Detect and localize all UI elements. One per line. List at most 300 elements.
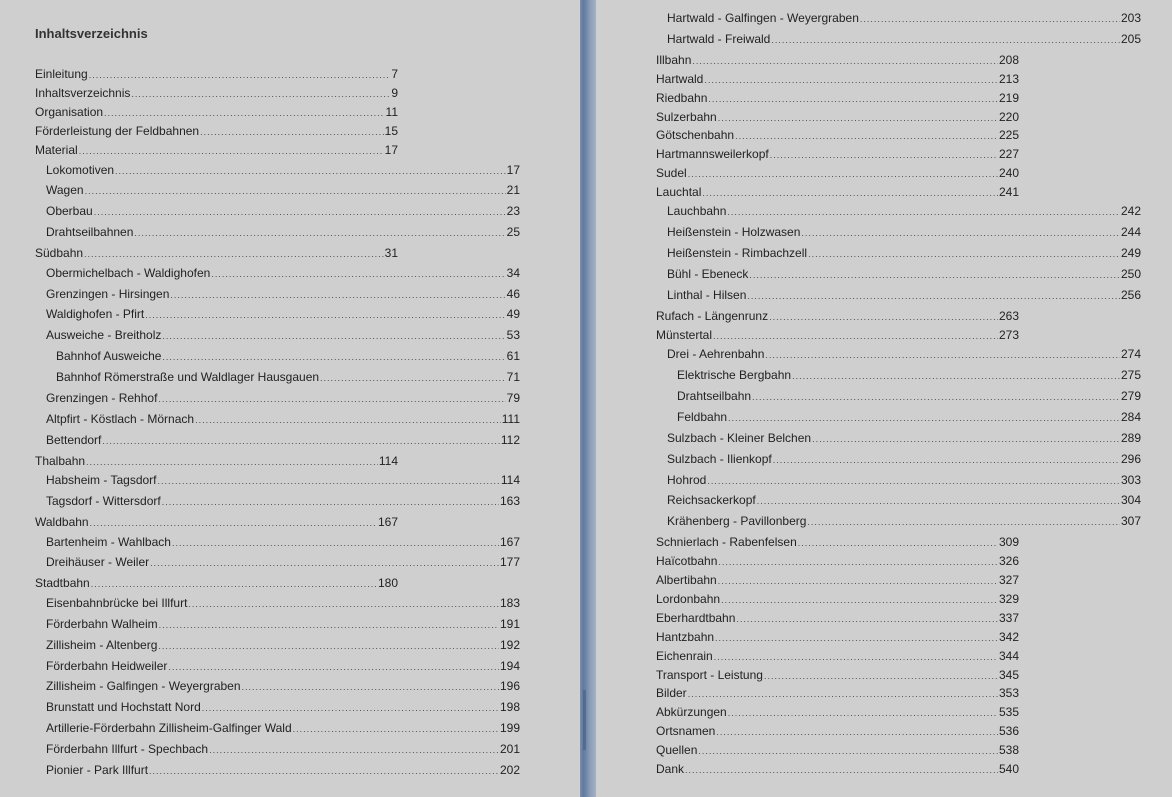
toc-page-number: 329 (998, 591, 1019, 606)
toc-page-number: 536 (998, 724, 1019, 739)
toc-entry-title: Eisenbahnbrücke bei Illfurt (46, 595, 188, 610)
toc-leader-dots (769, 311, 998, 323)
toc-entry[interactable] (656, 649, 1019, 663)
toc-leader-dots (714, 651, 998, 663)
toc-entry-title: Hantzbahn (656, 629, 715, 644)
toc-page-number: 199 (499, 721, 520, 736)
toc-entry-title: Illbahn (656, 52, 692, 67)
toc-page-number: 202 (499, 763, 520, 777)
toc-entry[interactable] (56, 349, 520, 363)
toc-entry[interactable] (46, 596, 520, 610)
toc-entry-title: Waldighofen - Pfirt (46, 307, 145, 322)
toc-entry[interactable] (656, 573, 1019, 587)
toc-entry-title: Drahtseilbahn (677, 388, 752, 403)
scroll-shade (583, 690, 586, 750)
toc-page-number: 191 (499, 616, 520, 631)
toc-entry[interactable] (35, 246, 398, 260)
toc-entry-title: Reichsackerkopf (667, 493, 756, 508)
toc-page-number: 163 (499, 494, 520, 509)
toc-entry[interactable] (677, 368, 1141, 382)
toc-entry[interactable] (677, 389, 1141, 403)
toc-leader-dots (735, 130, 998, 142)
toc-page-number: 284 (1120, 409, 1141, 424)
toc-entry[interactable] (667, 204, 1141, 218)
toc-entry-title: Inhaltsverzeichnis (35, 86, 131, 100)
toc-entry[interactable] (46, 700, 520, 714)
toc-entry[interactable] (656, 110, 1019, 124)
toc-entry[interactable] (46, 638, 520, 652)
toc-entry[interactable] (46, 266, 520, 280)
toc-page-number: 25 (506, 225, 520, 240)
toc-entry[interactable] (46, 412, 520, 426)
toc-leader-dots (812, 433, 1120, 445)
toc-entry[interactable] (35, 576, 398, 590)
toc-leader-dots (149, 765, 499, 777)
toc-entry[interactable] (656, 724, 1019, 738)
toc-page-number: 203 (1120, 11, 1141, 25)
toc-leader-dots (85, 185, 506, 197)
toc-page-number: 249 (1120, 246, 1141, 261)
toc-entry-title: Wagen (46, 183, 84, 198)
toc-page-number: 240 (998, 166, 1019, 181)
toc-leader-dots (749, 269, 1120, 281)
toc-entry[interactable] (656, 611, 1019, 625)
toc-entry-title: Tagsdorf - Wittersdorf (46, 494, 161, 509)
toc-entry[interactable] (656, 554, 1019, 568)
toc-page-number: 71 (506, 370, 520, 385)
toc-leader-dots (718, 112, 998, 124)
toc-entry[interactable] (667, 32, 1141, 46)
toc-page-number: 273 (998, 327, 1019, 342)
toc-entry-title: Münstertal (656, 327, 713, 342)
toc-entry-title: Feldbahn (677, 409, 728, 424)
toc-leader-dots (757, 495, 1120, 507)
toc-entry[interactable] (56, 370, 520, 384)
toc-entry[interactable] (46, 225, 520, 239)
toc-entry[interactable] (46, 535, 520, 549)
toc-leader-dots (91, 578, 377, 590)
toc-entry[interactable] (656, 668, 1019, 682)
toc-leader-dots (162, 351, 505, 363)
toc-entry-title: Obermichelbach - Waldighofen (46, 265, 211, 280)
toc-leader-dots (736, 613, 998, 625)
toc-entry-title: Linthal - Hilsen (667, 288, 747, 302)
toc-leader-dots (158, 475, 500, 487)
toc-entry[interactable] (46, 328, 520, 342)
toc-entry-title: Bühl - Ebeneck (667, 267, 749, 282)
toc-entry[interactable] (656, 762, 1019, 776)
toc-page-number: 538 (998, 743, 1019, 758)
toc-leader-dots (728, 412, 1120, 424)
toc-entry-title: Einleitung (35, 67, 88, 81)
toc-leader-dots (195, 414, 501, 426)
toc-leader-dots (692, 55, 998, 67)
toc-page-number: 23 (506, 204, 520, 219)
toc-entry[interactable] (667, 267, 1141, 281)
toc-entry-title: Zillisheim - Altenberg (46, 637, 158, 652)
toc-leader-dots (134, 227, 505, 239)
toc-leader-dots (242, 681, 499, 693)
toc-entry[interactable] (656, 686, 1019, 700)
toc-page-number: 345 (998, 667, 1019, 682)
toc-entry[interactable] (656, 72, 1019, 86)
toc-page-number: 337 (998, 610, 1019, 625)
toc-leader-dots (158, 393, 505, 405)
toc-leader-dots (707, 475, 1120, 487)
toc-page-number: 535 (998, 705, 1019, 720)
toc-entry-title: Riedbahn (656, 90, 708, 105)
toc-entry-title: Grenzingen - Hirsingen (46, 286, 170, 301)
toc-leader-dots (150, 557, 499, 569)
toc-entry-title: Dreihäuser - Weiler (46, 555, 150, 570)
toc-leader-dots (715, 632, 998, 644)
toc-page-number: 309 (998, 535, 1019, 550)
toc-entry-title: Habsheim - Tagsdorf (46, 473, 157, 488)
toc-entry[interactable] (656, 91, 1019, 105)
toc-leader-dots (747, 290, 1120, 302)
toc-page-number: 167 (377, 515, 398, 529)
toc-entry[interactable] (656, 705, 1019, 719)
toc-leader-dots (685, 764, 998, 776)
toc-leader-dots (704, 74, 998, 86)
toc-page-number: 196 (499, 679, 520, 694)
toc-entry[interactable] (656, 185, 1019, 199)
toc-entry-title: Stadtbahn (35, 576, 90, 591)
toc-entry-title: Dank (656, 762, 685, 776)
toc-entry-title: Bartenheim - Wahlbach (46, 534, 171, 549)
toc-entry[interactable] (46, 494, 520, 508)
toc-entry[interactable] (46, 742, 520, 756)
toc-entry[interactable] (656, 147, 1019, 161)
toc-page-number: 353 (998, 686, 1019, 701)
toc-entry[interactable] (667, 452, 1141, 466)
toc-entry[interactable] (667, 514, 1141, 528)
toc-entry-title: Südbahn (35, 246, 84, 261)
toc-entry-title: Hartwald - Galfingen - Weyergraben (667, 11, 859, 25)
toc-entry[interactable] (656, 592, 1019, 606)
toc-entry[interactable] (35, 86, 398, 100)
toc-entry[interactable] (35, 124, 398, 138)
toc-page-number: 256 (1120, 288, 1141, 302)
toc-leader-dots (293, 723, 499, 735)
toc-leader-dots (211, 268, 505, 280)
toc-entry[interactable] (35, 143, 398, 157)
toc-entry-title: Elektrische Bergbahn (677, 368, 792, 382)
toc-entry-title: Oberbau (46, 204, 93, 219)
toc-entry[interactable] (46, 679, 520, 693)
toc-page-number: 180 (377, 576, 398, 591)
toc-page-number: 49 (506, 307, 520, 322)
toc-entry-title: Drahtseilbahnen (46, 225, 134, 240)
toc-entry-title: Sulzerbahn (656, 109, 717, 124)
toc-entry[interactable] (35, 515, 398, 529)
toc-entry-title: Ausweiche - Breitholz (46, 328, 162, 343)
toc-entry[interactable] (656, 53, 1019, 67)
toc-entry[interactable] (46, 473, 520, 487)
toc-entry[interactable] (656, 166, 1019, 180)
toc-entry-title: Bilder (656, 686, 687, 701)
toc-leader-dots (90, 517, 377, 529)
toc-leader-dots (200, 126, 384, 138)
toc-entry-title: Krähenberg - Pavillonberg (667, 514, 807, 529)
toc-page-number: 9 (391, 86, 398, 100)
toc-entry[interactable] (35, 67, 398, 81)
toc-entry-title: Quellen (656, 743, 698, 758)
toc-leader-dots (721, 594, 998, 606)
toc-leader-dots (102, 435, 499, 447)
toc-entry[interactable] (667, 11, 1141, 25)
toc-leader-dots (84, 248, 384, 260)
toc-page-number: 213 (998, 71, 1019, 86)
toc-title: Inhaltsverzeichnis (35, 26, 148, 41)
toc-entry[interactable] (46, 659, 520, 673)
toc-entry-title: Lokomotiven (46, 162, 115, 177)
toc-leader-dots (752, 391, 1120, 403)
toc-leader-dots (320, 372, 506, 384)
toc-entry[interactable] (46, 721, 520, 735)
toc-leader-dots (808, 248, 1120, 260)
toc-entry[interactable] (46, 287, 520, 301)
toc-entry-title: Transport - Leistung (656, 667, 763, 682)
toc-entry-title: Förderbahn Illfurt - Spechbach (46, 742, 209, 757)
toc-leader-dots (708, 93, 998, 105)
toc-entry-title: Schnierlach - Rabenfelsen (656, 535, 797, 550)
toc-entry-title: Hartwald - Freiwald (667, 31, 771, 46)
toc-entry[interactable] (667, 473, 1141, 487)
toc-entry-title: Brunstatt und Hochstatt Nord (46, 700, 201, 715)
toc-leader-dots (159, 619, 499, 631)
toc-leader-dots (773, 454, 1120, 466)
toc-leader-dots (158, 640, 499, 652)
toc-entry-title: Sudel (656, 166, 687, 181)
toc-entry-title: Hartwald (656, 71, 704, 86)
toc-entry-title: Thalbahn (35, 453, 86, 468)
toc-leader-dots (168, 661, 499, 673)
toc-page-number: 242 (1120, 204, 1141, 219)
toc-leader-dots (688, 168, 998, 180)
toc-entry[interactable] (667, 225, 1141, 239)
toc-entry-title: Material (35, 143, 78, 157)
toc-page-number: 114 (378, 453, 398, 468)
toc-leader-dots (89, 69, 391, 81)
toc-entry[interactable] (677, 410, 1141, 424)
toc-entry[interactable] (656, 128, 1019, 142)
toc-page-number: 244 (1120, 225, 1141, 240)
toc-page-number: 344 (998, 648, 1019, 663)
toc-page-number: 114 (500, 473, 520, 488)
toc-page-number: 225 (998, 128, 1019, 143)
toc-entry-title: Grenzingen - Rehhof (46, 391, 158, 405)
toc-leader-dots (860, 13, 1120, 25)
toc-entry[interactable] (35, 454, 398, 468)
toc-entry-title: Eichenrain (656, 648, 713, 663)
toc-entry[interactable] (46, 307, 520, 321)
toc-entry[interactable] (656, 743, 1019, 757)
toc-entry[interactable] (46, 183, 520, 197)
toc-entry-title: Eberhardtbahn (656, 610, 736, 625)
toc-leader-dots (94, 206, 506, 218)
toc-leader-dots (718, 575, 998, 587)
toc-entry-title: Sulzbach - Kleiner Belchen (667, 430, 812, 445)
toc-page-number: 198 (499, 700, 520, 715)
toc-page-number: 7 (391, 67, 398, 81)
toc-entry-title: Heißenstein - Rimbachzell (667, 246, 808, 261)
toc-page-number: 177 (499, 555, 520, 570)
toc-entry-title: Organisation (35, 105, 104, 119)
toc-page-number: 192 (499, 637, 520, 652)
toc-page-number: 274 (1120, 347, 1141, 362)
toc-page-number: 219 (998, 90, 1019, 105)
toc-leader-dots (698, 745, 998, 757)
toc-page-number: 304 (1120, 493, 1141, 508)
toc-leader-dots (145, 309, 505, 321)
toc-page-number: 279 (1120, 388, 1141, 403)
toc-leader-dots (792, 370, 1120, 382)
toc-page-number: 289 (1120, 430, 1141, 445)
toc-entry-title: Lordonbahn (656, 591, 721, 606)
toc-leader-dots (209, 744, 499, 756)
toc-entry[interactable] (667, 431, 1141, 445)
toc-entry-title: Haïcotbahn (656, 554, 718, 569)
toc-entry-title: Ortsnamen (656, 724, 716, 739)
toc-leader-dots (162, 330, 505, 342)
toc-entry[interactable] (46, 163, 520, 177)
toc-page-number: 11 (385, 105, 398, 119)
toc-entry-title: Rufach - Längenrunz (656, 308, 769, 323)
toc-leader-dots (79, 145, 384, 157)
toc-entry[interactable] (656, 328, 1019, 342)
toc-page-number: 205 (1120, 31, 1141, 46)
toc-leader-dots (104, 107, 384, 119)
toc-entry-title: Waldbahn (35, 515, 89, 529)
toc-entry-title: Förderbahn Heidweiler (46, 658, 168, 673)
toc-leader-dots (688, 688, 998, 700)
toc-leader-dots (131, 88, 390, 100)
page-divider (580, 0, 596, 797)
toc-entry-title: Bahnhof Römerstraße und Waldlager Hausgauen (56, 370, 320, 385)
toc-page-number: 79 (506, 391, 520, 405)
toc-entry-title: Bettendorf (46, 432, 102, 447)
toc-leader-dots (202, 702, 499, 714)
toc-page-number: 327 (998, 573, 1019, 587)
toc-entry[interactable] (46, 555, 520, 569)
toc-page-number: 112 (500, 432, 520, 447)
toc-page-number: 201 (499, 742, 520, 757)
toc-entry-title: Götschenbahn (656, 128, 735, 143)
toc-leader-dots (170, 289, 505, 301)
toc-entry[interactable] (656, 309, 1019, 323)
toc-entry-title: Heißenstein - Holzwasen (667, 225, 801, 240)
toc-page-number: 263 (998, 308, 1019, 323)
toc-page-number: 46 (506, 286, 520, 301)
toc-page-number: 167 (499, 534, 520, 549)
toc-page-number: 208 (998, 52, 1019, 67)
toc-entry[interactable] (46, 204, 520, 218)
toc-entry-title: Sulzbach - Ilienkopf (667, 451, 772, 466)
toc-leader-dots (115, 165, 506, 177)
toc-leader-dots (727, 206, 1120, 218)
toc-entry-title: Artillerie-Förderbahn Zillisheim-Galfinger Wald (46, 721, 292, 736)
toc-page-number: 183 (499, 595, 520, 610)
toc-entry-title: Hohrod (667, 472, 707, 487)
toc-leader-dots (801, 227, 1120, 239)
toc-page-number: 17 (506, 162, 520, 177)
toc-entry[interactable] (667, 493, 1141, 507)
toc-page-number: 250 (1120, 267, 1141, 282)
toc-leader-dots (771, 34, 1120, 46)
toc-leader-dots (764, 670, 998, 682)
toc-page-number: 227 (998, 147, 1019, 162)
toc-entry-title: Pionier - Park Illfurt (46, 763, 149, 777)
left-page (0, 0, 580, 797)
toc-leader-dots (172, 537, 499, 549)
toc-page-number: 342 (998, 629, 1019, 644)
toc-leader-dots (188, 598, 499, 610)
toc-leader-dots (798, 537, 998, 549)
toc-page-number: 194 (499, 658, 520, 673)
toc-page-number: 540 (998, 762, 1019, 776)
toc-page-number: 17 (384, 143, 398, 157)
toc-entry[interactable] (46, 617, 520, 631)
toc-leader-dots (713, 330, 998, 342)
toc-entry-title: Drei - Aehrenbahn (667, 347, 765, 362)
toc-leader-dots (162, 496, 499, 508)
toc-entry-title: Förderleistung der Feldbahnen (35, 124, 200, 138)
toc-entry[interactable] (656, 630, 1019, 644)
toc-page-number: 21 (506, 183, 520, 198)
toc-page-number: 303 (1120, 472, 1141, 487)
toc-entry-title: Abkürzungen (656, 705, 727, 720)
toc-entry-title: Bahnhof Ausweiche (56, 349, 162, 364)
toc-page-number: 15 (384, 124, 398, 138)
toc-entry[interactable] (667, 347, 1141, 361)
toc-entry[interactable] (667, 246, 1141, 260)
toc-entry[interactable] (46, 433, 520, 447)
toc-page-number: 296 (1120, 451, 1141, 466)
toc-entry-title: Hartmannsweilerkopf (656, 147, 769, 162)
toc-entry[interactable] (667, 288, 1141, 302)
toc-leader-dots (765, 349, 1120, 361)
toc-entry-title: Albertibahn (656, 573, 717, 587)
toc-page-number: 241 (998, 185, 1019, 200)
toc-entry-title: Lauchbahn (667, 204, 727, 219)
toc-page-number: 275 (1120, 368, 1141, 382)
toc-leader-dots (807, 516, 1120, 528)
toc-entry[interactable] (656, 535, 1019, 549)
toc-entry-title: Förderbahn Walheim (46, 616, 158, 631)
toc-leader-dots (702, 187, 998, 199)
toc-entry-title: Zillisheim - Galfingen - Weyergraben (46, 679, 241, 694)
toc-page-number: 61 (506, 349, 520, 364)
toc-page-number: 111 (501, 411, 520, 426)
toc-entry-title: Lauchtal (656, 185, 702, 200)
toc-leader-dots (718, 556, 998, 568)
toc-leader-dots (716, 726, 998, 738)
toc-page-number: 34 (506, 265, 520, 280)
toc-entry[interactable] (46, 763, 520, 777)
toc-page-number: 307 (1120, 514, 1141, 529)
toc-leader-dots (86, 456, 378, 468)
toc-entry[interactable] (35, 105, 398, 119)
toc-leader-dots (770, 149, 998, 161)
toc-page-number: 53 (506, 328, 520, 343)
right-page (596, 0, 1172, 797)
toc-leader-dots (728, 707, 998, 719)
toc-page-number: 326 (998, 554, 1019, 569)
toc-entry[interactable] (46, 391, 520, 405)
toc-page-number: 220 (998, 109, 1019, 124)
toc-page-number: 31 (384, 246, 398, 261)
